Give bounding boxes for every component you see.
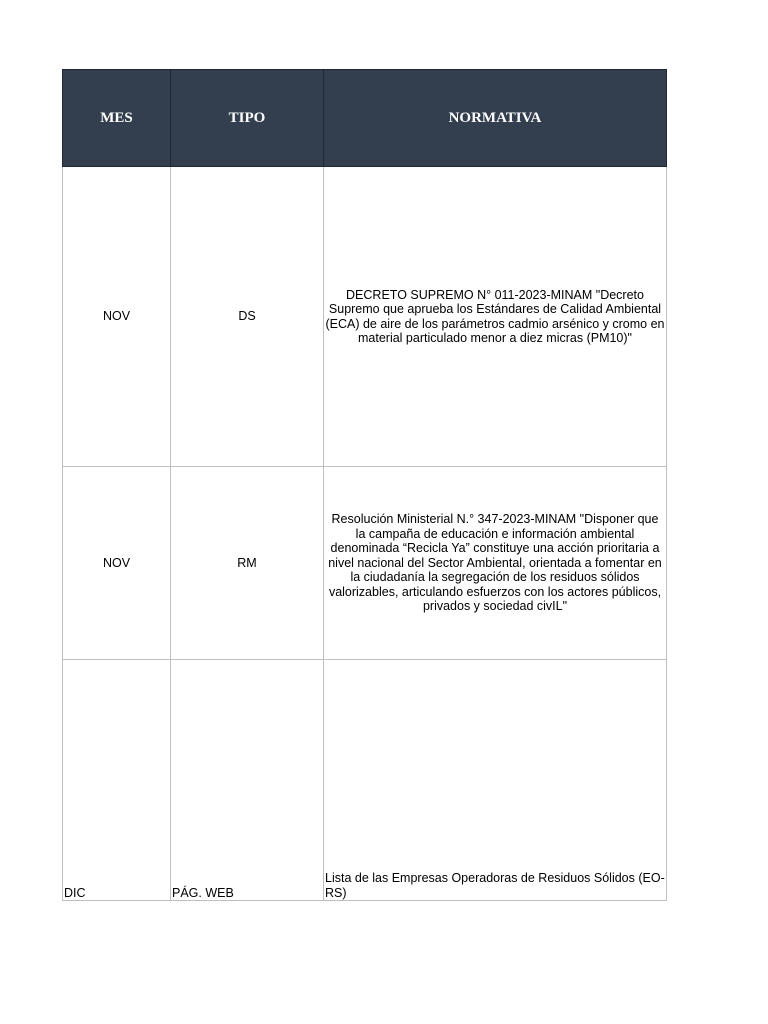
table-row xyxy=(63,167,667,467)
cell-mes: NOV xyxy=(63,467,171,660)
header-tipo: TIPO xyxy=(171,70,324,167)
table-header-row xyxy=(63,70,667,167)
cell-tipo: DS xyxy=(171,167,324,467)
header-normativa: NORMATIVA xyxy=(324,70,667,167)
cell-normativa: Lista de las Empresas Operadoras de Residuos Sólidos (EO-RS) xyxy=(324,660,667,901)
cell-tipo: RM xyxy=(171,467,324,660)
cell-mes: NOV xyxy=(63,167,171,467)
table-row xyxy=(63,467,667,660)
normativa-table xyxy=(62,69,667,901)
cell-normativa: Resolución Ministerial N.° 347-2023-MINAM "Disponer que la campaña de educación e información ambiental denominada “Recicla Ya” constituye una acción prioritaria a nivel nacional del Sector Ambiental, orientada a fomentar en la ciudadanía la segregación de los residuos sólidos valorizables, articulando esfuerzos con los actores públicos, privados y sociedad civIL" xyxy=(324,467,667,660)
cell-tipo: PÁG. WEB xyxy=(171,660,324,901)
header-mes: MES xyxy=(63,70,171,167)
table-row xyxy=(63,660,667,901)
cell-mes: DIC xyxy=(63,660,171,901)
cell-normativa: DECRETO SUPREMO N° 011-2023-MINAM "Decreto Supremo que aprueba los Estándares de Calidad Ambiental (ECA) de aire de los parámetros cadmio arsénico y cromo en material particulado menor a diez micras (PM10)" xyxy=(324,167,667,467)
